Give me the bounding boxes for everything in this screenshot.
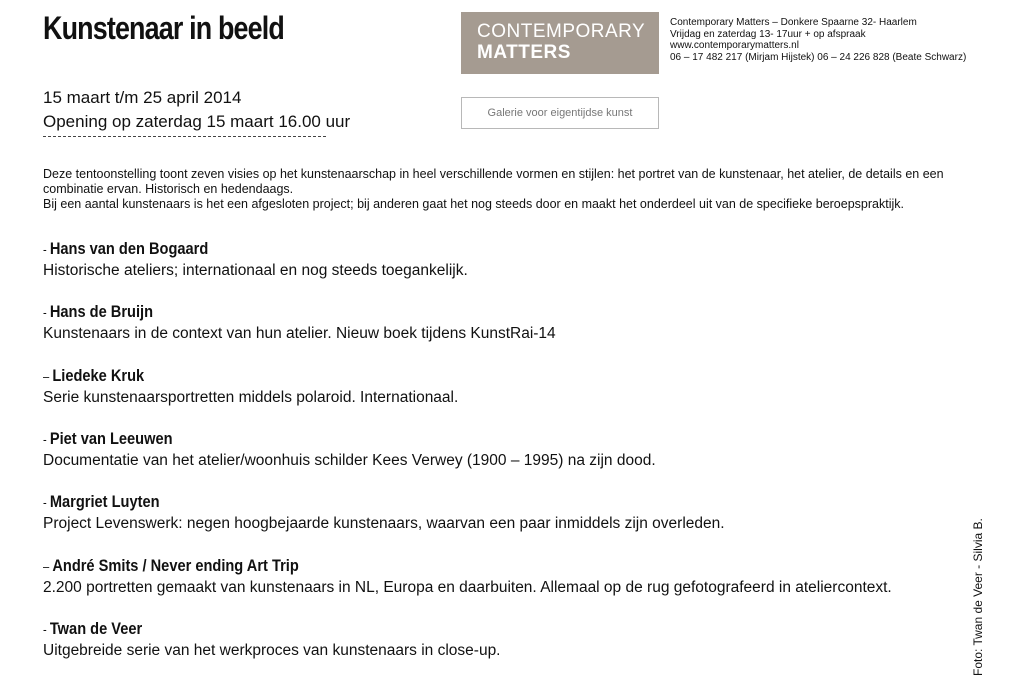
photo-credit: Foto: Twan de Veer - Silvia B. bbox=[971, 518, 985, 676]
artist-name-text: Hans van den Bogaard bbox=[49, 239, 209, 258]
artist-name bbox=[43, 428, 851, 451]
opening-info: Opening op zaterdag 15 maart 16.00 uur bbox=[43, 112, 351, 131]
artist-description: Serie kunstenaarsportretten middels polaroid. Internationaal. bbox=[43, 389, 459, 406]
logo-text-line1: CONTEMPORARY bbox=[477, 21, 646, 42]
intro-paragraph-1: Deze tentoonstelling toont zeven visies op het kunstenaarschap in heel verschillende vormen en stijlen: het portret van de kunstenaar, het atelier, de details en een combinatie ervan. Historisch en hedendaags. bbox=[43, 167, 944, 196]
artist-prefix: - bbox=[43, 622, 50, 637]
contact-phones: 06 – 17 482 217 (Mirjam Hijstek) 06 – 24 226 828 (Beate Schwarz) bbox=[670, 51, 967, 63]
artist-name-text: André Smits / Never ending Art Trip bbox=[52, 556, 299, 575]
artist-description: Uitgebreide serie van het werkproces van kunstenaars in close-up. bbox=[43, 642, 501, 659]
date-range: 15 maart t/m 25 april 2014 bbox=[43, 88, 242, 107]
intro-paragraph-2: Bij een aantal kunstenaars is het een afgesloten project; bij anderen gaat het nog steeds door en maakt het onderdeel uit van de specifieke beroepspraktijk. bbox=[43, 197, 904, 211]
gallery-contact bbox=[670, 17, 966, 63]
artist-description: Kunstenaars in de context van hun atelier. Nieuw boek tijdens KunstRai-14 bbox=[43, 325, 556, 342]
artist-name bbox=[43, 618, 851, 641]
artist-name-text: Twan de Veer bbox=[49, 619, 143, 638]
artist-name bbox=[43, 365, 851, 388]
gallery-tagline: Galerie voor eigentijdse kunst bbox=[461, 97, 659, 129]
dashed-divider bbox=[43, 136, 326, 137]
artist-name-text: Liedeke Kruk bbox=[52, 366, 145, 385]
artist-entry bbox=[43, 618, 983, 661]
artist-description: Historische ateliers; internationaal en nog steeds toegankelijk. bbox=[43, 262, 468, 279]
artist-entry bbox=[43, 365, 983, 408]
artist-prefix: - bbox=[43, 495, 50, 510]
artist-name bbox=[43, 238, 851, 261]
logo-text-line2: MATTERS bbox=[477, 42, 571, 63]
contact-address: Contemporary Matters – Donkere Spaarne 32- Haarlem bbox=[670, 17, 917, 28]
artist-prefix: - bbox=[43, 242, 50, 257]
artist-name-text: Piet van Leeuwen bbox=[49, 429, 173, 448]
artist-prefix: - bbox=[43, 305, 50, 320]
artist-entry bbox=[43, 491, 983, 534]
page-title: Kunstenaar in beeld bbox=[43, 10, 284, 46]
artist-prefix: - bbox=[43, 432, 50, 447]
intro-text bbox=[43, 167, 993, 212]
contact-hours: Vrijdag en zaterdag 13- 17uur + op afspraak bbox=[670, 28, 866, 40]
exhibition-dates bbox=[43, 86, 350, 134]
artist-name-text: Hans de Bruijn bbox=[49, 302, 154, 321]
artist-entry bbox=[43, 428, 983, 471]
artist-entry bbox=[43, 555, 983, 598]
artist-description: Project Levenswerk: negen hoogbejaarde kunstenaars, waarvan een paar inmiddels zijn overleden. bbox=[43, 515, 725, 532]
artist-name bbox=[43, 491, 851, 514]
artist-description: Documentatie van het atelier/woonhuis schilder Kees Verwey (1900 – 1995) na zijn dood. bbox=[43, 452, 656, 469]
artist-entry bbox=[43, 301, 983, 344]
artist-description: 2.200 portretten gemaakt van kunstenaars in NL, Europa en daarbuiten. Allemaal op de rug gefotografeerd in ateliercontext. bbox=[43, 579, 892, 596]
artist-prefix: – bbox=[43, 559, 53, 574]
artist-entry bbox=[43, 238, 983, 281]
artist-name bbox=[43, 555, 851, 578]
artist-name bbox=[43, 301, 851, 324]
contact-website: www.contemporarymatters.nl bbox=[670, 40, 799, 51]
artist-name-text: Margriet Luyten bbox=[49, 492, 160, 511]
artist-prefix: – bbox=[43, 369, 53, 384]
gallery-logo bbox=[461, 12, 659, 74]
